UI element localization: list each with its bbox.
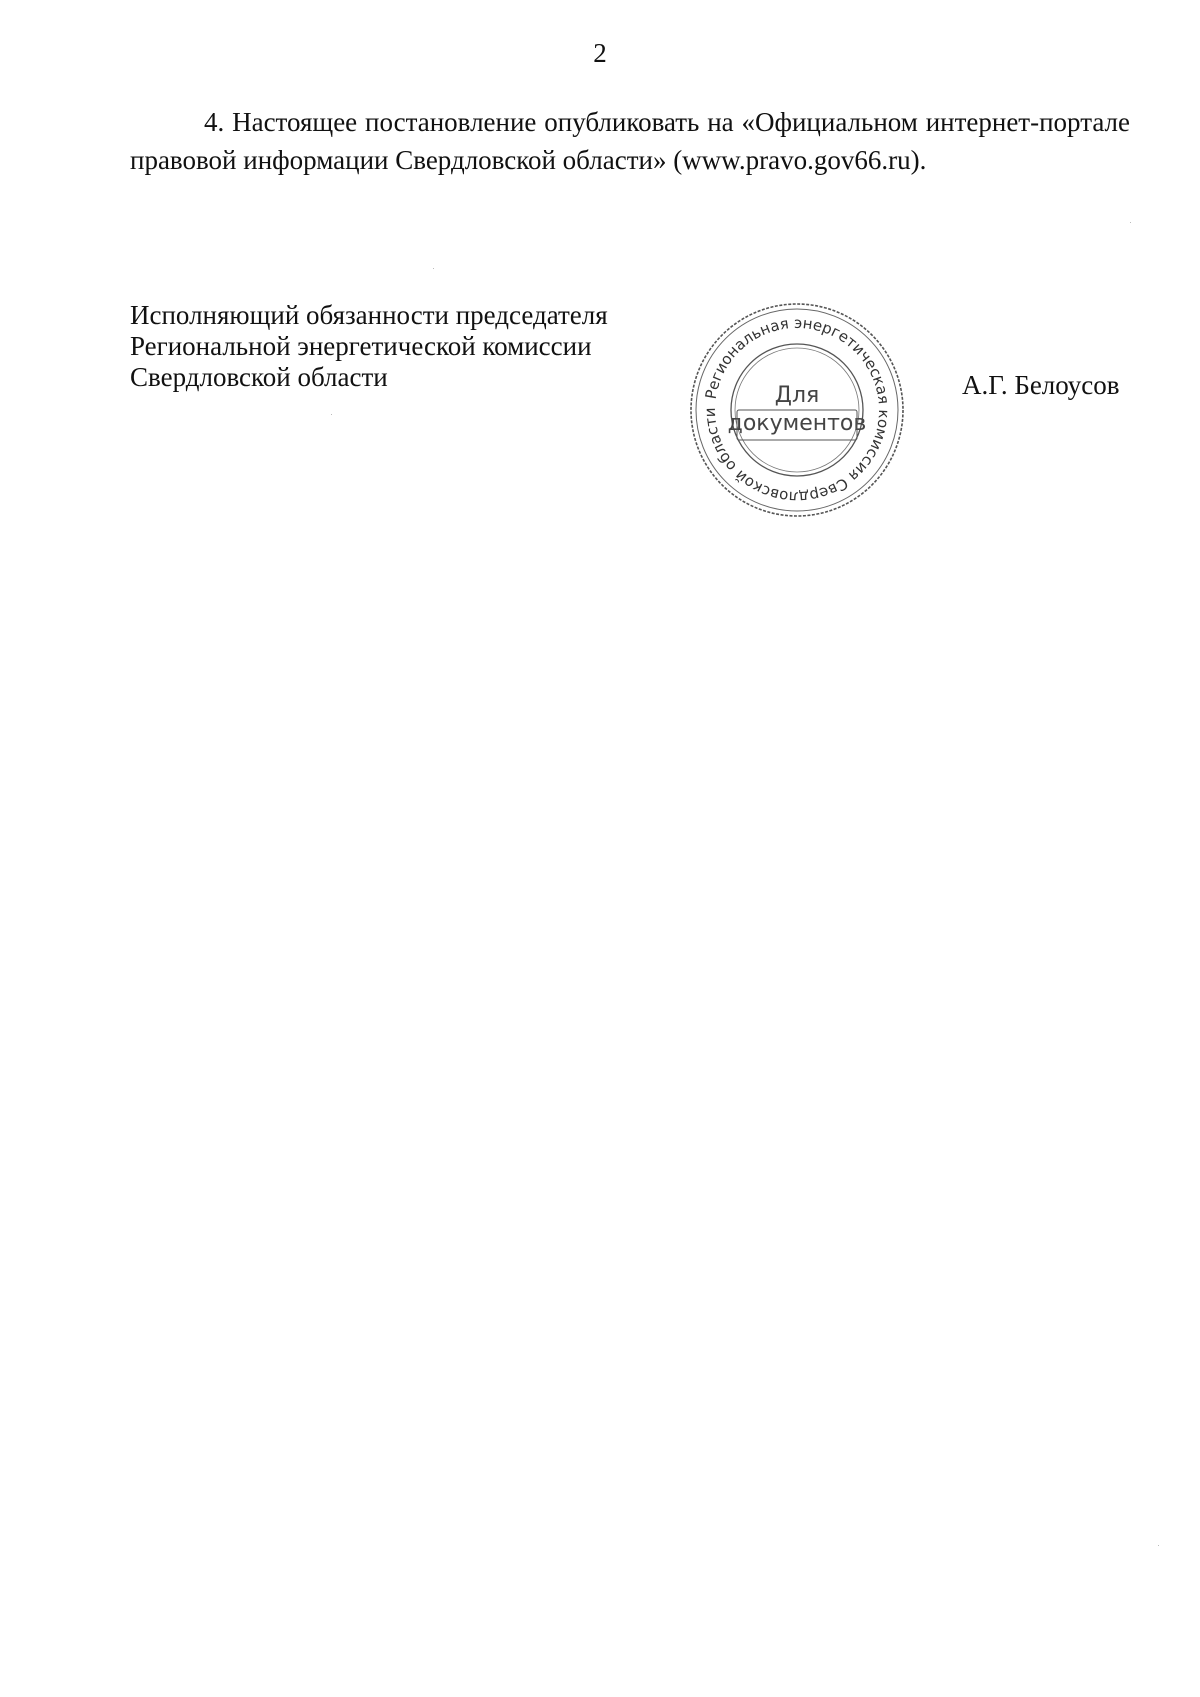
scan-speck — [331, 414, 332, 415]
seal-center-line-1: Для — [774, 383, 820, 408]
seal-graphic — [685, 298, 909, 522]
page-number: 2 — [593, 38, 607, 68]
signatory-position-line-3: Свердловской области — [130, 362, 388, 392]
signatory-position-line-2: Региональной энергетической комиссии — [130, 331, 592, 361]
official-seal — [685, 298, 909, 522]
signer-name: А.Г. Белоусов — [962, 370, 1120, 400]
seal-center-line-2: документов — [727, 411, 867, 436]
scan-speck — [1130, 222, 1131, 223]
signatory-position — [130, 300, 690, 393]
signatory-position-line-1: Исполняющий обязанности председателя — [130, 300, 608, 330]
seal-ring-text: Региональная энергетическая комиссия Свердловской области — [700, 313, 894, 507]
scan-speck — [1158, 1545, 1159, 1546]
scan-speck — [433, 268, 434, 269]
publication-paragraph: 4. Настоящее постановление опубликовать на «Официальном интернет-портале правовой информации Свердловской области» (www.pravo.gov66.ru). — [130, 107, 1130, 175]
